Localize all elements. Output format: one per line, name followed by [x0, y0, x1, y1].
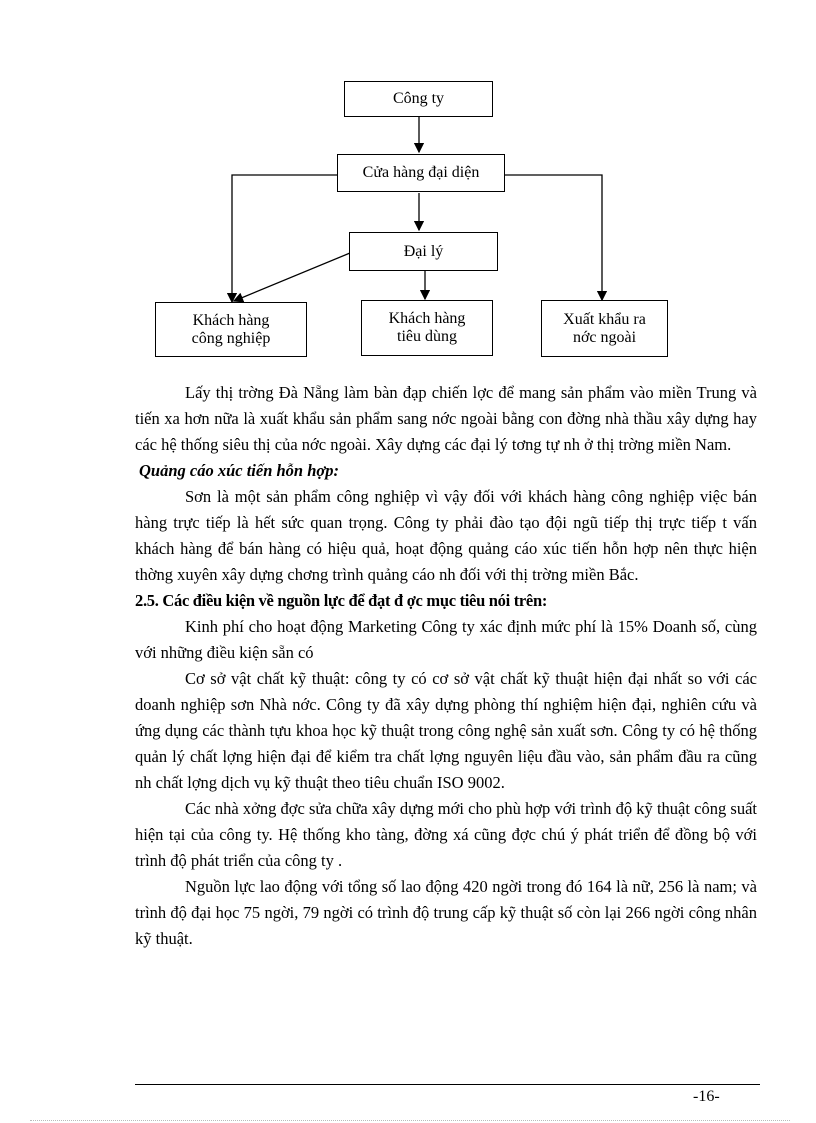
store-box: [337, 154, 505, 192]
consumer-customer-box: [361, 300, 493, 356]
page-edge: [30, 1120, 790, 1121]
industrial-line-2: công nghiệp: [191, 329, 271, 347]
heading-2-5: 2.5. Các điều kiện về nguồn lực để đạt đ ợc mục tiêu nói trên:: [135, 591, 548, 610]
company-label: Công ty: [392, 90, 445, 107]
export-box: [541, 300, 668, 357]
paragraph-1: Lấy thị trờng Đà Nẵng làm bàn đạp chiến lợc để mang sản phẩm vào miền Trung và tiến xa hơn nữa là xuất khẩu sản phẩm sang nớc ngoài bằng con đờng nhà thầu xây dựng hay các hệ thống siêu thị của nớc ngoài. Xây dựng các đại lý tơng tự nh ở thị trờng miền Nam.: [135, 383, 757, 454]
paragraph-3: Kinh phí cho hoạt động Marketing Công ty xác định mức phí là 15% Doanh số, cùng với những điều kiện sẵn có: [135, 617, 757, 662]
footer-rule: [135, 1084, 760, 1085]
industrial-line-1: Khách hàng: [192, 311, 270, 329]
export-line-1: Xuất khẩu ra: [563, 310, 646, 328]
paragraph-2: Sơn là một sản phẩm công nghiệp vì vậy đối với khách hàng công nghiệp việc bán hàng trực tiếp là hết sức quan trọng. Công ty phải đào tạo đội ngũ tiếp thị trực tiếp t vấn khách hàng để bán hàng có hiệu quả, hoạt động quảng cáo xúc tiến hỗn hợp nên thực hiện thờng xuyên xây dựng chơng trình quảng cáo nh đối với thị trờng miền Bắc.: [135, 487, 757, 584]
industrial-customer-box: [155, 302, 307, 357]
org-diagram: [0, 0, 816, 370]
company-box: [344, 81, 493, 117]
store-label: Cửa hàng đại diện: [362, 164, 480, 181]
paragraph-6: Nguồn lực lao động với tổng số lao động 420 ngời trong đó 164 là nữ, 256 là nam; và trình độ đại học 75 ngời, 79 ngời có trình độ trung cấp kỹ thuật số còn lại 266 ngời công nhân kỹ thuật.: [135, 877, 757, 948]
body-text: [135, 380, 757, 952]
paragraph-5: Các nhà xởng đợc sửa chữa xây dựng mới cho phù hợp với trình độ kỹ thuật công suất hiện tại của công ty. Hệ thống kho tàng, đờng xá cũng đợc chú ý phát triển để đồng bộ với trình độ phát triển của công ty .: [135, 799, 757, 870]
consumer-line-2: tiêu dùng: [397, 328, 457, 345]
consumer-line-1: Khách hàng: [388, 310, 466, 327]
heading-promotion: Quảng cáo xúc tiến hỗn hợp:: [139, 461, 340, 480]
export-line-2: nớc ngoài: [572, 328, 637, 346]
paragraph-4: Cơ sở vật chất kỹ thuật: công ty có cơ sở vật chất kỹ thuật hiện đại nhất so với các doanh nghiệp sơn Nhà nớc. Công ty đã xây dựng phòng thí nghiệm hiện đại, nghiên cứu và ứng dụng các thành tựu khoa học kỹ thuật trong công nghệ sản xuất sơn. Công ty có hệ thống quản lý chất lợng hiện đại để kiểm tra chất lợng nguyên liệu đầu vào, sản phẩm đầu ra cũng nh chất lợng dịch vụ kỹ thuật theo tiêu chuẩn ISO 9002.: [135, 669, 757, 792]
agent-box: [349, 232, 498, 271]
page-number: -16-: [693, 1088, 720, 1105]
agent-label: Đại lý: [403, 242, 444, 260]
